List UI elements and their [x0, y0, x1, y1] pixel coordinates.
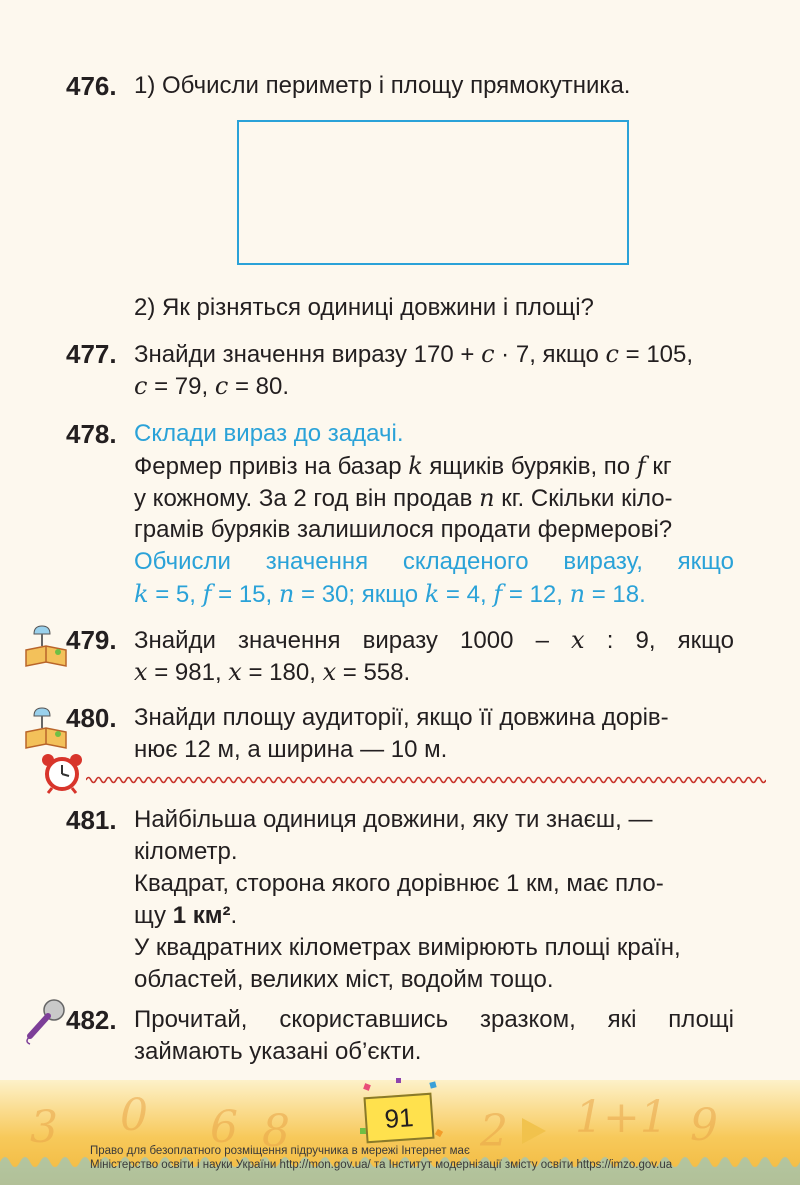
- triangle-shape: [520, 1116, 548, 1146]
- task-text: кілометр.: [134, 838, 238, 865]
- page-number: 91: [363, 1093, 434, 1144]
- task-text: k = 5, f = 15, n = 30; якщо k = 4, f = 12, n = 18.: [134, 580, 646, 608]
- copyright-line: Право для безоплатного розміщення підручника в мережі Інтернет має: [90, 1145, 470, 1157]
- task-text: x = 981, x = 180, x = 558.: [134, 658, 411, 686]
- task-text: 2) Як різняться одиниці довжини і площі?: [134, 294, 594, 321]
- task-text: Фермер привіз на базар k ящиків буряків, по f кг: [134, 452, 672, 480]
- book-lamp-icon: [22, 702, 70, 752]
- task-number: 476.: [66, 71, 117, 101]
- decorative-digit: 9: [690, 1100, 718, 1151]
- task-text: нює 12 м, а ширина — 10 м.: [134, 736, 448, 763]
- copyright-line: Міністерство освіти і науки України http://mon.gov.ua/ та Інститут модернізації змісту освіти https://imzo.gov.ua: [90, 1159, 673, 1171]
- task-text: Квадрат, сторона якого дорівнює 1 км, має пло-: [134, 870, 664, 897]
- task-text: c = 79, c = 80.: [134, 372, 290, 400]
- task-text: Знайди площу аудиторії, якщо її довжина дорів-: [134, 704, 669, 731]
- task-text: щу 1 км².: [134, 902, 238, 929]
- microphone-icon: [22, 998, 68, 1046]
- book-lamp-icon: [22, 620, 70, 670]
- task-text: грамів буряків залишилося продати фермерові?: [134, 516, 673, 543]
- task-text: Знайди значення виразу 170 + c · 7, якщо c = 105,: [134, 340, 694, 368]
- task-text: Найбільша одиниця довжини, яку ти знаєш, —: [134, 806, 653, 833]
- decorative-digit: 2: [480, 1106, 508, 1157]
- task-text: 1) Обчисли периметр і площу прямокутника.: [134, 72, 631, 99]
- task-number: 481.: [66, 805, 117, 835]
- task-number: 482.: [66, 1005, 117, 1035]
- decorative-digit: 0: [120, 1090, 148, 1141]
- task-number: 480.: [66, 703, 117, 733]
- task-text: областей, великих міст, водойм тощо.: [134, 966, 554, 993]
- decorative-digit: 1+1: [575, 1092, 668, 1143]
- wavy-divider: [86, 774, 766, 786]
- task-text: Знайди значення виразу 1000 – x : 9, якщо: [134, 626, 734, 654]
- task-text: займають указані об’єкти.: [134, 1038, 422, 1065]
- task-heading: Склади вираз до задачі.: [134, 420, 404, 447]
- task-number: 477.: [66, 339, 117, 369]
- task-number: 478.: [66, 419, 117, 449]
- task-text: У квадратних кілометрах вимірюють площі країн,: [134, 934, 681, 961]
- decorative-digit: 8: [262, 1106, 290, 1157]
- task-text: Обчисли значення складеного виразу, якщо: [134, 548, 734, 575]
- task-number: 479.: [66, 625, 117, 655]
- rectangle-figure: [237, 120, 629, 265]
- alarm-clock-icon: [40, 752, 84, 794]
- decorative-digit: 6: [210, 1102, 238, 1153]
- decorative-digit: 3: [30, 1102, 58, 1153]
- task-text: Прочитай, скориставшись зразком, які площі: [134, 1006, 734, 1033]
- task-text: у кожному. За 2 год він продав n кг. Скільки кіло-: [134, 484, 673, 512]
